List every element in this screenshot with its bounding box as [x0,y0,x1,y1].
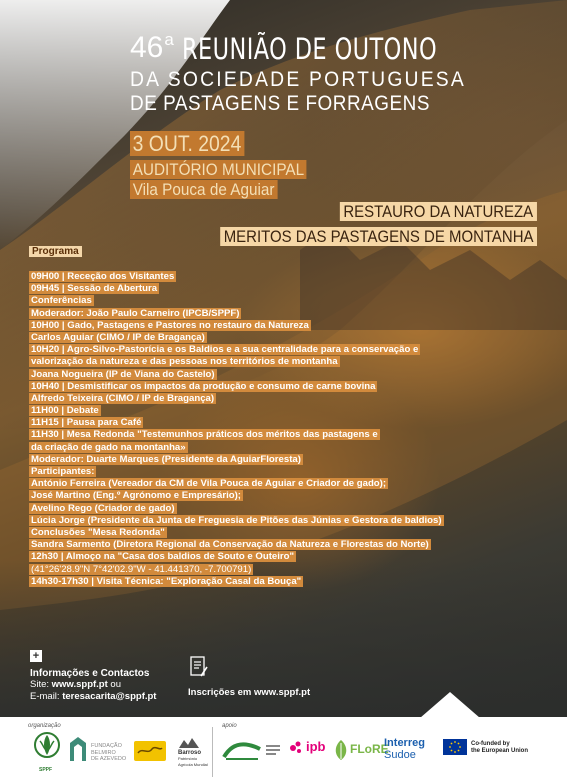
programa-item-main: Alfredo Teixeira [31,392,103,404]
ipb-logo: ipb [306,739,326,754]
programa-item-text [29,527,167,538]
programa-item [29,369,499,381]
footer-divider [212,727,213,777]
fundacao-logo: FUNDAÇÃO BELMIRO DE AZEVEDO [91,743,127,762]
programa-item-detail: (CIMO / IP de Bragança) [102,392,215,404]
regional-logo [222,739,262,761]
programa-item-main: 10H40 | Desmistificar os impactos da produção e consumo de carne bovina [31,380,376,392]
barroso-logo: Barroso Património Agrícola Mundial [178,750,208,767]
programa-item [29,344,499,356]
org-caption: organização [28,723,61,729]
event-subtitle-line2: DE PASTAGENS E FORRAGENS [130,92,431,115]
programa-item-detail: (IP de Viana do Castelo) [102,368,215,380]
programa-item-main: 11H30 | Mesa Redonda "Testemunhos práticos dos méritos das pastagens e [31,429,378,441]
programa-item [29,393,499,405]
programa-item-main: da criação de gado na montanha» [31,441,186,453]
programa-item-text [29,295,94,306]
programa-item [29,466,499,478]
programa-item-text [29,344,420,355]
form-icon [190,656,208,678]
site-label: Site: [30,679,50,690]
programa-item [29,405,499,417]
ipb-mark [288,739,306,757]
programa-item [29,308,499,320]
programa-item-main: Conclusões "Mesa Redonda" [31,526,165,538]
programa-item-text [29,442,188,453]
contacts-title: Informações e Contactos [30,668,150,679]
programa-item-text [29,332,207,343]
programa-item [29,527,499,539]
yellow-logo [134,741,166,761]
edition-number: 46$^a$ [130,30,174,64]
programa-item-text [29,405,101,416]
programa-item [29,295,499,307]
programa-item [29,490,499,502]
programa-item-detail: (Criador de gado) [91,502,175,514]
venue-name: AUDITÓRIO MUNICIPAL [130,160,307,180]
programa-heading: Programa [29,246,82,257]
programa-item-text [29,381,377,392]
event-subtitle-line1: DA SOCIEDADE PORTUGUESA [130,68,467,91]
programa-item-main: Avelino Rego [31,502,92,514]
programa-item-text [29,503,177,514]
programa-item-main: Moderador: Duarte Marques [31,453,159,465]
programa-item [29,442,499,454]
programa-item-main: Participantes: [31,466,95,477]
programa-item [29,356,499,368]
programa-item-main: Joana Nogueira [31,368,103,380]
programa-item-main: Moderador: João Paulo Carneiro (IPCB/SPPF) [31,307,240,319]
programa-item [29,332,499,344]
site-link[interactable]: www.sppf.pt [51,679,108,690]
programa-item [29,539,499,551]
programa-list [29,271,499,588]
programa-item-detail: (Eng.º Agrónomo e Empresário); [90,490,241,502]
programa-item [29,551,499,563]
programa-item-main: 12h30 | Almoço na "Casa dos baldios de Souto e Outeiro" [31,551,295,563]
regional-logo-text [266,745,284,755]
event-title: REUNIÃO DE OUTONO [182,32,438,66]
programa-item-text [29,564,253,575]
eu-flag-icon [443,739,467,755]
programa-item-detail: (Vereador da CM de Vila Pouca de Aguiar e Criador de gado); [105,478,387,490]
programa-item-main: 11H15 | Pausa para Café [31,417,142,429]
programa-item-detail: (CIMO / IP de Bragança) [93,331,205,343]
fundacao-emblem [68,735,88,763]
venue-location: Vila Pouca de Aguiar [130,180,277,200]
registration-block [188,656,310,698]
programa-item-detail: (Diretora Regional da Conservação da Natureza e Florestas do Norte) [110,539,429,551]
programa-item [29,417,499,429]
programa-item-text [29,271,176,282]
programa-item-text [29,466,96,477]
registration-text[interactable]: Inscrições em www.sppf.pt [188,687,311,698]
event-date: 3 OUT. 2024 [130,131,244,157]
programa-item-main: 10H00 | Gado, Pastagens e Pastores no restauro da Natureza [31,319,309,331]
programa-item-text [29,320,311,331]
programa-item-text [29,454,303,465]
barroso-mark [178,737,200,749]
sppf-label: SPPF [39,767,53,773]
footer-notch [420,692,480,718]
sppf-logo [34,731,60,765]
programa-item-text [29,429,380,440]
flore-logo: FLoRE [350,742,389,756]
programa-item-detail: (Presidente da Junta de Freguesia de Pitões das Júnias e Gestora de baldios) [84,514,442,526]
email-line [30,691,156,703]
programa-item-main: José Martino [31,490,91,502]
programa-item [29,564,499,576]
interreg-logo: Interreg Sudoe [384,737,425,761]
programa-item-main: 14h30-17h30 | Visita Técnica: "Exploração Casal da Bouça" [31,575,302,587]
programa-item-main: António Ferreira [31,478,106,490]
site-suffix: ou [110,679,121,690]
theme-line-1: RESTAURO DA NATUREZA [340,202,537,222]
programa-item-detail: (Presidente da AguiarFloresta) [158,453,301,465]
programa-item [29,271,499,283]
programa-item-text [29,283,159,294]
programa-item-text [29,515,444,526]
programa-item-text [29,478,388,489]
programa-item [29,283,499,295]
email-label: E-mail: [30,691,60,702]
programa-item-main: 09H00 | Receção dos Visitantes [31,271,175,282]
programa-item-main: 09H45 | Sessão de Abertura [31,283,158,295]
programa-item-text [29,417,143,428]
programa-item-main: valorização da natureza e das pessoas nos territórios de montanha [31,356,338,368]
programa-item [29,478,499,490]
programa-item-main: 11H00 | Debate [31,405,99,417]
programa-item-main: Carlos Aguiar [31,331,94,343]
flore-leaf-icon [332,739,350,761]
programa-item-text [29,539,431,550]
programa-item [29,320,499,332]
support-caption: apoio [222,723,237,729]
theme-line-2: MERITOS DAS PASTAGENS DE MONTANHA [220,227,537,247]
programa-item [29,515,499,527]
programa-item-text [29,308,241,319]
programa-item-main: 10H20 | Agro-Silvo-Pastorícia e os Baldios e a sua centralidade para a conservação e [31,344,419,356]
programa-item-text [29,393,216,404]
programa-item [29,429,499,441]
programa-item [29,381,499,393]
email-link[interactable]: teresacarita@sppf.pt [62,691,157,702]
programa-item-text [29,356,340,367]
programa-item [29,503,499,515]
programa-item-text [29,576,303,587]
sponsors-footer [0,717,567,782]
programa-item [29,576,499,588]
programa-item-main: (41°26'28.9"N 7°42'02.9"W - 41.441370, -7.700791) [31,563,252,575]
programa-item-main: Conferências [31,295,92,307]
eu-cofunded-logo: Co-funded by the European Union [471,741,528,754]
programa-item-main: Sandra Sarmento [31,539,111,551]
programa-item-text [29,490,243,501]
programa-item-text [29,551,296,562]
site-line [30,679,156,691]
contacts-block [30,650,156,703]
programa-item-text [29,369,217,380]
programa-item-main: Lúcia Jorge [31,514,85,526]
plus-icon: + [30,650,42,662]
programa-item [29,454,499,466]
